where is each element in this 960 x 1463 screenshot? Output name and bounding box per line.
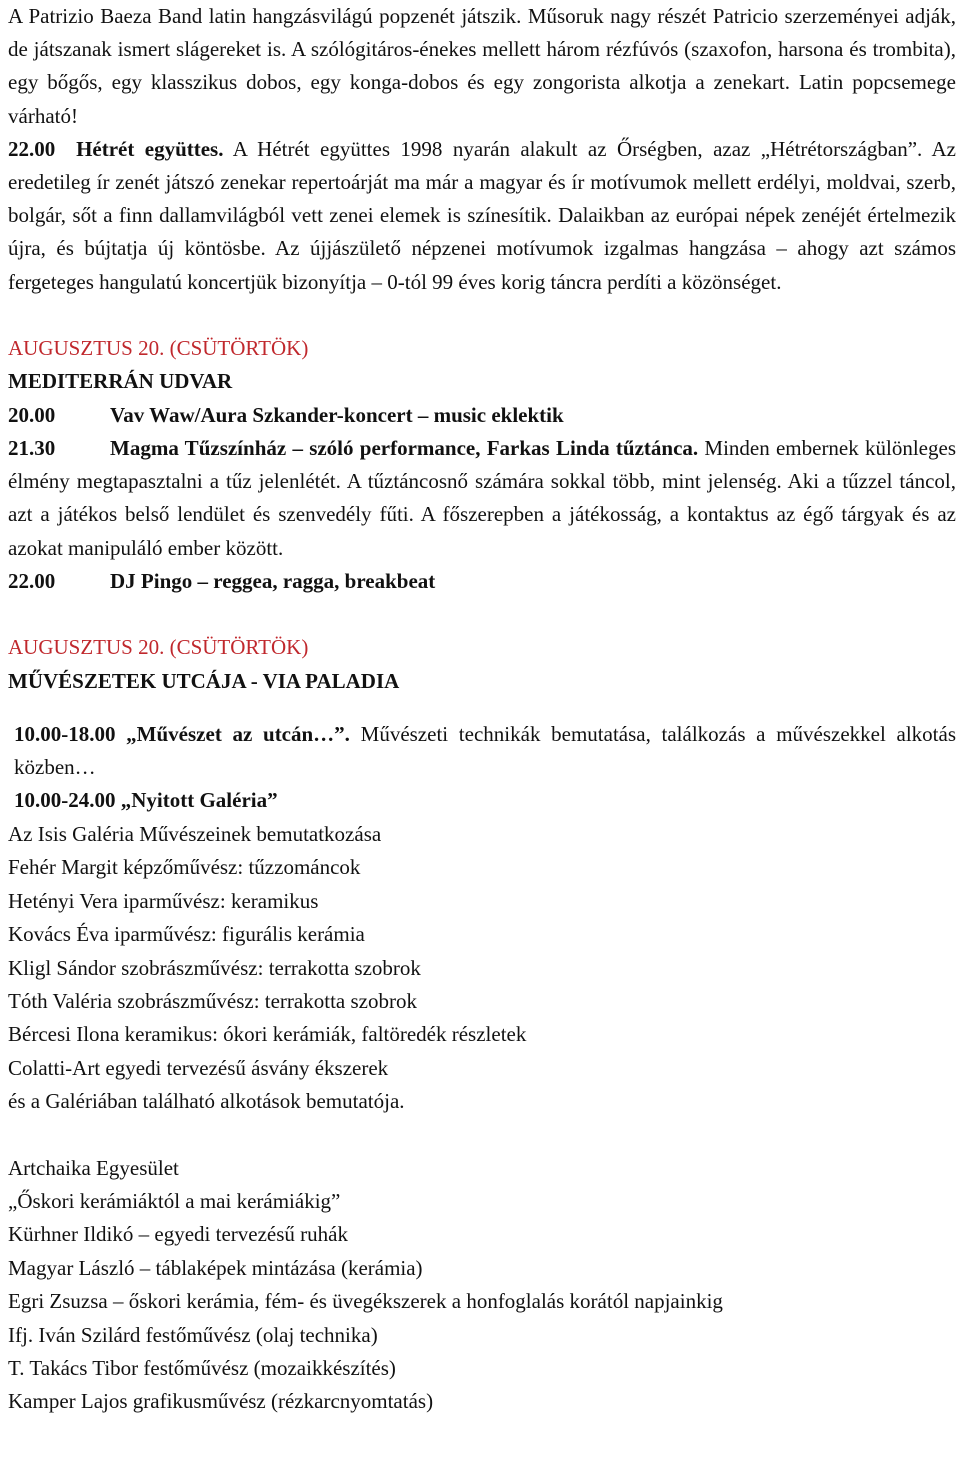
event-description: Minden embernek különleges élmény megtapasztalni a tűz jelenlétét. A tűztáncosnő számára sokkal több, mint jelenség. Aki a tűzzel táncol, azt a játékos belső lendület és szenvedély fűti. A főszerepben a játékosság, a kontaktus az égő tárgyak és az azokat manipuláló ember között. xyxy=(8,436,956,560)
section2-date: AUGUSZTUS 20. (CSÜTÖRTÖK) xyxy=(8,635,309,660)
artchaika-item: „Őskori kerámiáktól a mai kerámiákig” xyxy=(8,1188,341,1213)
section-mediterran xyxy=(8,332,956,598)
event-head: 10.00-18.00 „Művészet az utcán…”. xyxy=(14,722,350,747)
event-title: Vav Waw/Aura Szkander-koncert – music eklektik xyxy=(110,402,564,427)
gallery-item: Colatti-Art egyedi tervezésű ásvány ékszerek xyxy=(8,1055,389,1080)
artchaika-item: Artchaika Egyesület xyxy=(8,1155,179,1180)
gallery-item: Az Isis Galéria Művészeinek bemutatkozása xyxy=(8,821,382,846)
event-time: 21.30 xyxy=(8,436,56,461)
gallery-list xyxy=(8,818,956,1119)
hetret-text: A Hétrét együttes 1998 nyarán alakult az Őrségben, azaz „Hétrétországban”. Az eredetileg ír zenét játszó zenekar repertoárját ma már a magyar és ír motívumok mellett erdélyi, moldvai, szerb, bolgár, sőt a finn dallamvilágból vett zenei elemek is színesítik. Dalaikban az európai népek zenéjét értelmezik újra, és bújtatja új köntösbe. Az újjászülető népzenei motívumok izgalmas hangzása – ahogy azt számos fergeteges hangulatú koncertjük bizonyítja – 0-tól 99 éves korig táncra perdíti a közönséget. xyxy=(8,136,956,294)
artchaika-item: Egri Zsuzsa – őskori kerámia, fém- és üvegékszerek a honfoglalás korától napjainkig xyxy=(8,1289,723,1314)
artchaika-item: Kürhner Ildikó – egyedi tervezésű ruhák xyxy=(8,1222,348,1247)
event-description: Művészeti technikák bemutatása, találkozás a művészekkel alkotás közben… xyxy=(14,722,956,780)
section2-event-1 xyxy=(8,718,956,784)
gallery-item: Hetényi Vera iparművész: keramikus xyxy=(8,888,319,913)
section1-event-3 xyxy=(8,565,956,598)
event-time: 20.00 xyxy=(8,402,56,427)
artchaika-list xyxy=(8,1152,956,1419)
hetret-title: Hétrét együttes. xyxy=(76,136,224,161)
event-title: DJ Pingo – reggea, ragga, breakbeat xyxy=(110,568,436,593)
gallery-item: Kligl Sándor szobrászművész: terrakotta szobrok xyxy=(8,955,421,980)
patrizio-paragraph: A Patrizio Baeza Band latin hangzásvilágú popzenét játszik. Műsoruk nagy részét Patricio szerzeményei adják, de játszanak ismert slágereket is. A szólógitáros-énekes mellett három rézfúvós (szaxofon, harsona és trombita), egy bőgős, egy klasszikus dobos, egy konga-dobos és egy zongorista alkotja a zenekart. Latin popcsemege várható! xyxy=(8,4,956,128)
section1-event-2 xyxy=(8,432,956,565)
document-page xyxy=(8,0,956,1419)
gallery-item: és a Galériában található alkotások bemutatója. xyxy=(8,1089,405,1114)
section2-event-2: 10.00-24.00 „Nyitott Galéria” xyxy=(14,788,278,813)
section1-event-1 xyxy=(8,399,956,432)
section2-venue: MŰVÉSZETEK UTCÁJA - VIA PALADIA xyxy=(8,668,400,693)
gallery-item: Bércesi Ilona keramikus: ókori kerámiák, faltöredék részletek xyxy=(8,1022,527,1047)
gallery-item: Kovács Éva iparművész: figurális kerámia xyxy=(8,922,365,947)
artchaika-item: T. Takács Tibor festőművész (mozaikkészítés) xyxy=(8,1355,396,1380)
gallery-item: Fehér Margit képzőművész: tűzzománcok xyxy=(8,855,361,880)
section-via-paladia xyxy=(8,631,956,1419)
hetret-time: 22.00 xyxy=(8,136,56,161)
gallery-item: Tóth Valéria szobrászművész: terrakotta szobrok xyxy=(8,988,417,1013)
section1-venue: MEDITERRÁN UDVAR xyxy=(8,369,233,394)
artchaika-item: Ifj. Iván Szilárd festőművész (olaj technika) xyxy=(8,1322,378,1347)
event-time: 22.00 xyxy=(8,568,56,593)
section1-date: AUGUSZTUS 20. (CSÜTÖRTÖK) xyxy=(8,335,309,360)
hetret-paragraph xyxy=(8,133,956,299)
artchaika-item: Kamper Lajos grafikusművész (rézkarcnyomtatás) xyxy=(8,1389,434,1414)
artchaika-item: Magyar László – táblaképek mintázása (kerámia) xyxy=(8,1255,423,1280)
event-title: Magma Tűzszínház – szóló performance, Farkas Linda tűztánca. xyxy=(110,436,699,461)
